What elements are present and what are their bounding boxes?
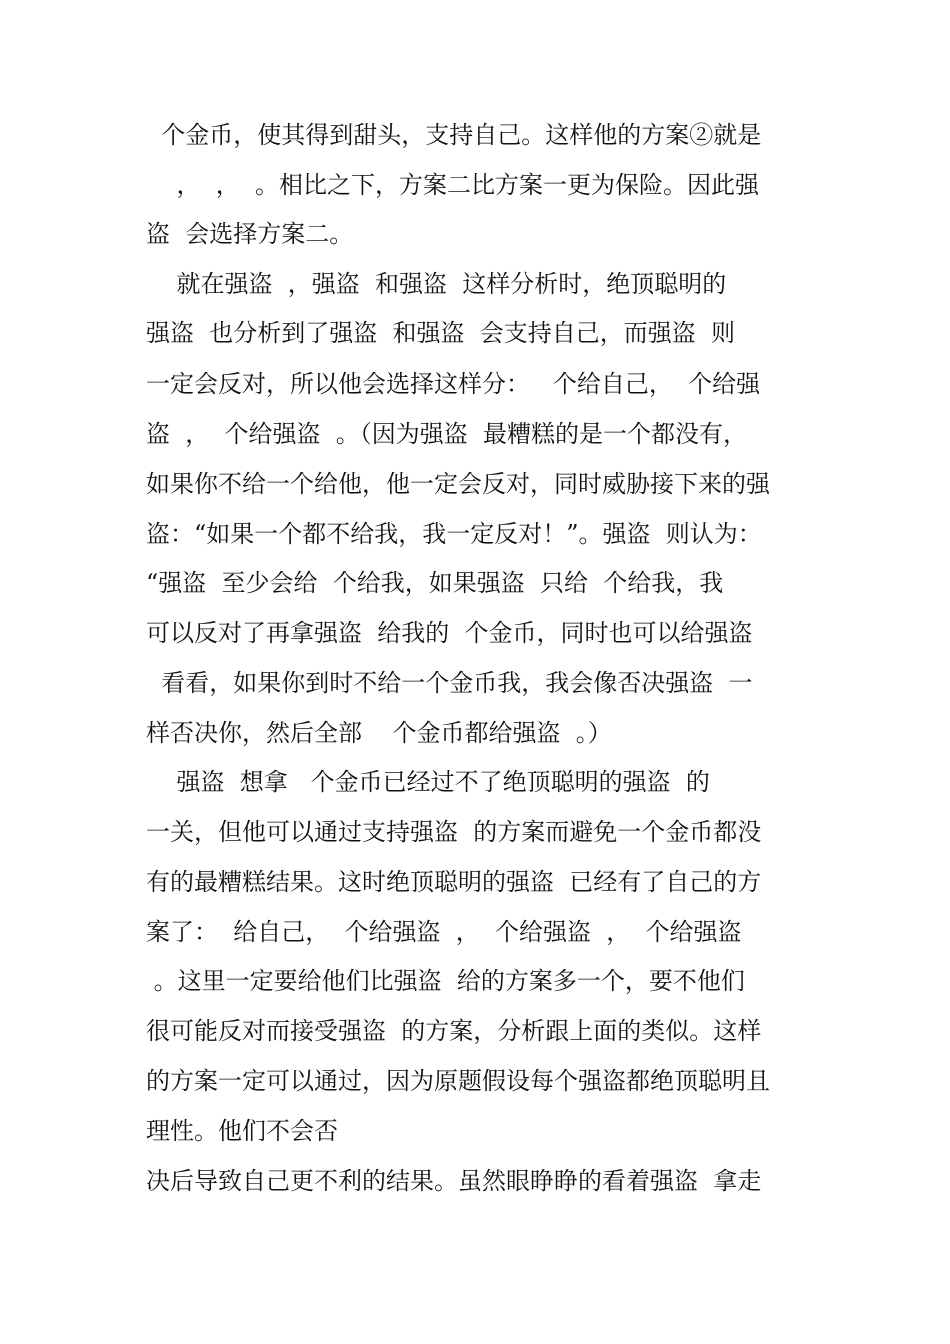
text-line: 理性。他们不会否: [146, 1117, 338, 1145]
text-line: 盗：“如果一个都不给我，我一定反对！”。强盗 则认为：: [146, 520, 762, 548]
text-line: 有的最糟糕结果。这时绝顶聪明的强盗 已经有了自己的方: [146, 868, 762, 896]
text-line: 强盗 想拿 个金币已经过不了绝顶聪明的强盗 的: [146, 768, 710, 796]
text-line: 样否决你，然后全部 个金币都给强盗 。）: [146, 719, 612, 747]
text-line: 个金币，使其得到甜头，支持自己。这样他的方案②就是: [146, 121, 762, 149]
text-line: 看看，如果你到时不给一个金币我，我会像否决强盗 一: [146, 669, 753, 697]
text-line: 可以反对了再拿强盗 给我的 个金币，同时也可以给强盗: [146, 619, 753, 647]
text-line: 决后导致自己更不利的结果。虽然眼睁睁的看着强盗 拿走: [146, 1167, 762, 1195]
text-line: 。这里一定要给他们比强盗 给的方案多一个，要不他们: [146, 967, 745, 995]
text-line: 案了： 给自己， 个给强盗 ， 个给强盗 ， 个给强盗: [146, 918, 742, 946]
text-line: “强盗 至少会给 个给我，如果强盗 只给 个给我，我: [146, 569, 724, 597]
text-line: 强盗 也分析到了强盗 和强盗 会支持自己，而强盗 则: [146, 319, 736, 347]
text-line: 就在强盗 ，强盗 和强盗 这样分析时，绝顶聪明的: [146, 270, 727, 298]
text-line: 一关，但他可以通过支持强盗 的方案而避免一个金币都没: [146, 818, 762, 846]
text-line: 的方案一定可以通过，因为原题假设每个强盗都绝顶聪明且: [146, 1067, 770, 1095]
text-line: 一定会反对，所以他会选择这样分： 个给自己， 个给强: [146, 370, 761, 398]
text-line: 盗 ， 个给强盗 。（因为强盗 最糟糕的是一个都没有，: [146, 420, 748, 448]
text-line: ， ， 。相比之下，方案二比方案一更为保险。因此强: [146, 171, 760, 199]
text-line: 很可能反对而接受强盗 的方案，分析跟上面的类似。这样: [146, 1017, 762, 1045]
text-line: 盗 会选择方案二。: [146, 220, 354, 248]
text-line: 如果你不给一个给他，他一定会反对，同时威胁接下来的强: [146, 470, 770, 498]
